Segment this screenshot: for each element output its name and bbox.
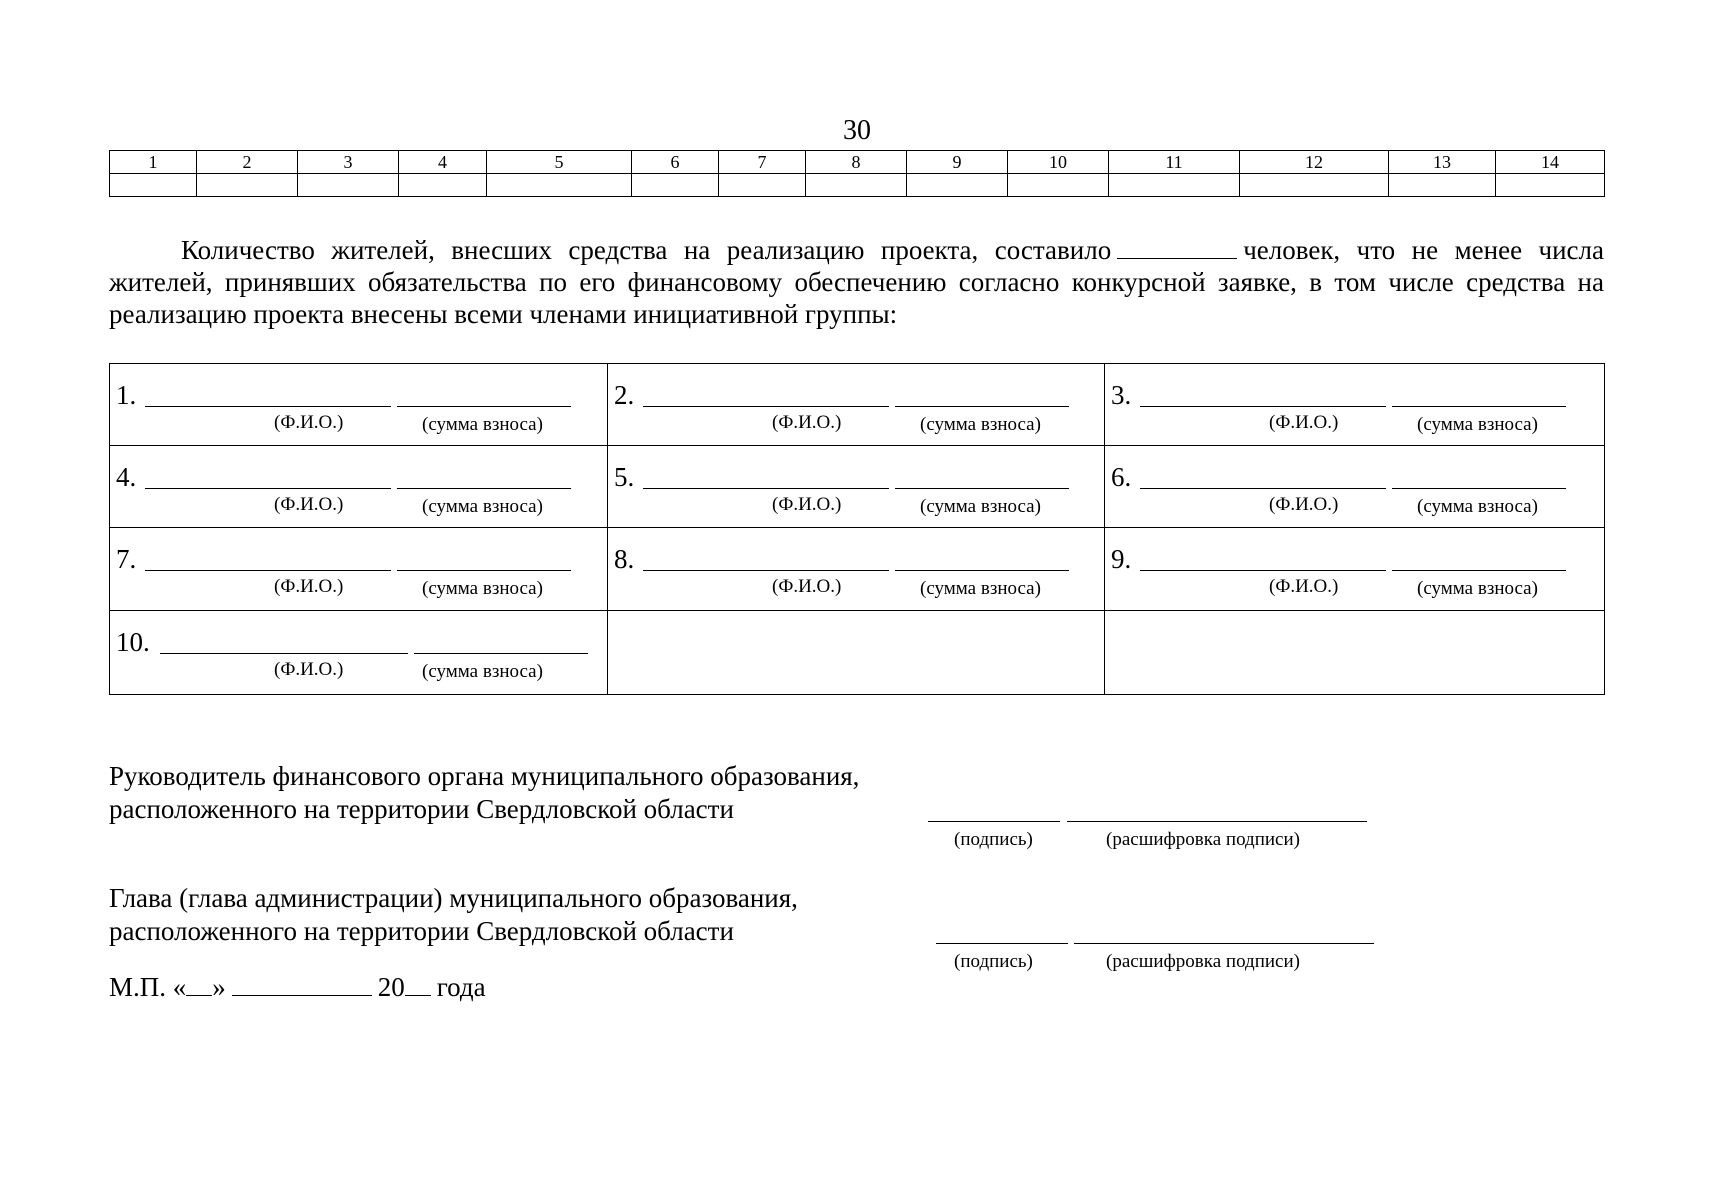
signature-decode-line bbox=[1074, 943, 1374, 944]
fio-line bbox=[145, 488, 391, 489]
column-number: 13 bbox=[1389, 151, 1496, 174]
sum-label: (сумма взноса) bbox=[920, 414, 1041, 435]
signature-decode-line bbox=[1067, 821, 1367, 822]
signature-decode-label: (расшифровка подписи) bbox=[1106, 951, 1300, 972]
empty-data-row bbox=[110, 174, 1605, 197]
municipal-head-block bbox=[109, 882, 798, 948]
page-number: 30 bbox=[843, 115, 871, 146]
empty-member-cell bbox=[1105, 610, 1605, 694]
signature-label: (подпись) bbox=[954, 951, 1033, 972]
member-cell bbox=[608, 364, 1105, 446]
paragraph-part1: Количество жителей, внесших средства на реализацию проекта, составило bbox=[181, 235, 1112, 265]
sum-line bbox=[1392, 570, 1566, 571]
member-cell bbox=[1105, 364, 1605, 446]
column-number: 14 bbox=[1496, 151, 1605, 174]
fio-label: (Ф.И.О.) bbox=[772, 576, 842, 598]
sum-label: (сумма взноса) bbox=[422, 414, 543, 435]
empty-cell bbox=[806, 174, 907, 197]
fio-line bbox=[145, 406, 391, 407]
empty-cell bbox=[487, 174, 632, 197]
residents-paragraph bbox=[109, 234, 1604, 330]
column-number-table bbox=[109, 150, 1605, 197]
fio-line bbox=[1140, 406, 1386, 407]
member-number: 6. bbox=[1111, 462, 1132, 493]
initiative-group-table bbox=[109, 363, 1605, 695]
finance-head-location: расположенного на территории Свердловской области bbox=[109, 794, 734, 824]
column-number: 10 bbox=[1008, 151, 1109, 174]
empty-cell bbox=[1389, 174, 1496, 197]
sum-label: (сумма взноса) bbox=[422, 660, 543, 682]
empty-member-cell bbox=[608, 610, 1105, 694]
paragraph-part2: человек, что не менее числа жителей, принявших обязательства по его финансовому обеспечению согласно конкурсной заявке, в том числе средства на реализацию проекта внесены всеми членами инициативной группы: bbox=[109, 235, 1604, 329]
member-number: 1. bbox=[116, 380, 137, 410]
sum-label: (сумма взноса) bbox=[422, 496, 543, 518]
empty-cell bbox=[907, 174, 1008, 197]
member-cell bbox=[110, 610, 608, 694]
empty-cell bbox=[1008, 174, 1109, 197]
year-suffix: года bbox=[436, 972, 486, 1002]
column-number: 12 bbox=[1240, 151, 1389, 174]
column-number: 8 bbox=[806, 151, 907, 174]
empty-cell bbox=[1109, 174, 1240, 197]
finance-head-block bbox=[109, 760, 859, 826]
column-number: 3 bbox=[298, 151, 399, 174]
empty-cell bbox=[1240, 174, 1389, 197]
column-number: 1 bbox=[110, 151, 197, 174]
member-number: 8. bbox=[614, 544, 635, 575]
sum-line bbox=[397, 570, 571, 571]
sum-line bbox=[895, 406, 1069, 407]
stamp-date-line bbox=[109, 972, 486, 1002]
sum-line bbox=[1392, 406, 1566, 407]
fio-label: (Ф.И.О.) bbox=[1269, 494, 1339, 516]
empty-cell bbox=[197, 174, 298, 197]
signature-label: (подпись) bbox=[954, 829, 1033, 850]
empty-cell bbox=[399, 174, 487, 197]
member-cell bbox=[1105, 446, 1605, 528]
sum-label: (сумма взноса) bbox=[920, 496, 1041, 518]
member-cell bbox=[110, 446, 608, 528]
fio-label: (Ф.И.О.) bbox=[274, 576, 344, 598]
fio-line bbox=[1140, 488, 1386, 489]
empty-cell bbox=[632, 174, 719, 197]
fio-line bbox=[643, 570, 889, 571]
signature-decode-label: (расшифровка подписи) bbox=[1106, 829, 1300, 850]
column-number: 4 bbox=[399, 151, 487, 174]
member-number: 10. bbox=[116, 626, 150, 657]
column-number: 2 bbox=[197, 151, 298, 174]
column-number: 7 bbox=[719, 151, 806, 174]
year-blank bbox=[405, 973, 431, 996]
member-cell bbox=[110, 528, 608, 610]
member-cell bbox=[608, 446, 1105, 528]
fio-label: (Ф.И.О.) bbox=[1269, 576, 1339, 598]
member-number: 9. bbox=[1111, 544, 1132, 575]
fio-label: (Ф.И.О.) bbox=[274, 658, 344, 680]
column-number: 9 bbox=[907, 151, 1008, 174]
sum-line bbox=[397, 488, 571, 489]
stamp-prefix: М.П. « bbox=[109, 972, 187, 1002]
fio-line bbox=[145, 570, 391, 571]
municipal-head-location: расположенного на территории Свердловской области bbox=[109, 916, 734, 946]
residents-count-blank bbox=[1117, 236, 1237, 259]
fio-label: (Ф.И.О.) bbox=[772, 412, 842, 433]
signature-line bbox=[936, 943, 1068, 944]
fio-line bbox=[643, 488, 889, 489]
member-number: 5. bbox=[614, 462, 635, 493]
member-number: 7. bbox=[116, 544, 137, 575]
empty-cell bbox=[298, 174, 399, 197]
column-number: 6 bbox=[632, 151, 719, 174]
member-cell bbox=[608, 528, 1105, 610]
stamp-mid: » bbox=[212, 972, 226, 1002]
sum-line bbox=[895, 488, 1069, 489]
sum-line bbox=[414, 653, 588, 654]
empty-cell bbox=[110, 174, 197, 197]
fio-line bbox=[160, 653, 408, 654]
sum-label: (сумма взноса) bbox=[1417, 578, 1538, 600]
column-number: 5 bbox=[487, 151, 632, 174]
sum-label: (сумма взноса) bbox=[920, 578, 1041, 600]
member-number: 3. bbox=[1111, 380, 1132, 410]
member-number: 4. bbox=[116, 462, 137, 493]
fio-line bbox=[1140, 570, 1386, 571]
column-number-row bbox=[110, 151, 1605, 174]
month-blank bbox=[232, 973, 372, 996]
sum-label: (сумма взноса) bbox=[1417, 414, 1538, 435]
sum-line bbox=[1392, 488, 1566, 489]
column-number: 11 bbox=[1109, 151, 1240, 174]
fio-line bbox=[643, 406, 889, 407]
fio-label: (Ф.И.О.) bbox=[1269, 412, 1339, 433]
sum-line bbox=[397, 406, 571, 407]
member-cell bbox=[1105, 528, 1605, 610]
finance-head-title: Руководитель финансового органа муниципального образования, bbox=[109, 761, 860, 791]
year-prefix: 20 bbox=[377, 972, 405, 1002]
sum-label: (сумма взноса) bbox=[422, 578, 543, 600]
signature-line bbox=[928, 821, 1060, 822]
fio-label: (Ф.И.О.) bbox=[274, 412, 344, 433]
member-cell bbox=[110, 364, 608, 446]
empty-cell bbox=[719, 174, 806, 197]
member-number: 2. bbox=[614, 380, 635, 410]
fio-label: (Ф.И.О.) bbox=[274, 494, 344, 516]
sum-label: (сумма взноса) bbox=[1417, 496, 1538, 518]
municipal-head-title: Глава (глава администрации) муниципального образования, bbox=[109, 883, 798, 913]
day-blank bbox=[186, 973, 212, 996]
fio-label: (Ф.И.О.) bbox=[772, 494, 842, 516]
empty-cell bbox=[1496, 174, 1605, 197]
sum-line bbox=[895, 570, 1069, 571]
